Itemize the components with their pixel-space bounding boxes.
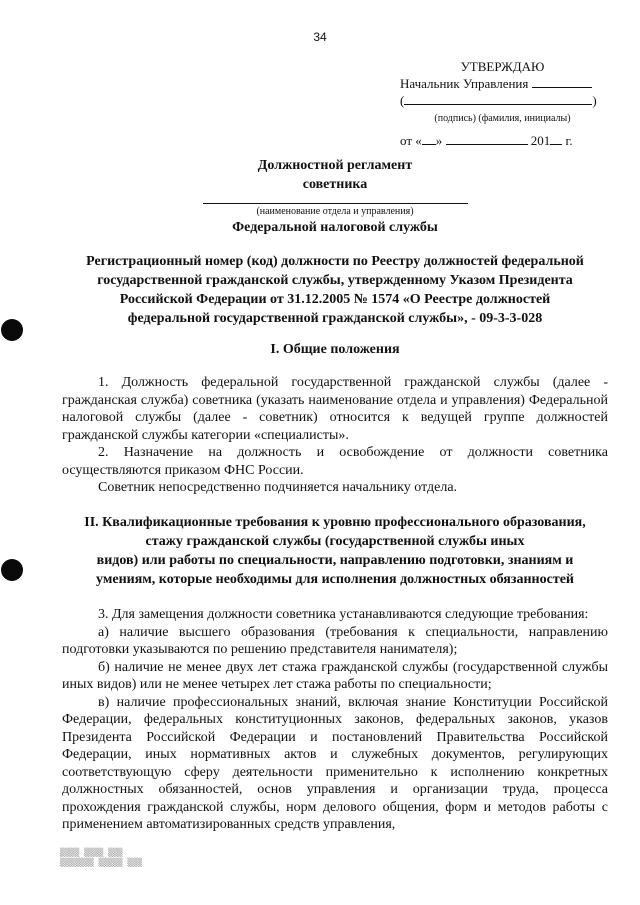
date-prefix: от « — [400, 133, 422, 148]
registration-line-2: государственной гражданской службы, утвержденному Указом Президента — [97, 273, 573, 288]
approval-block — [400, 58, 605, 149]
signature-blank — [404, 93, 592, 105]
registration-line-3: Российской Федерации от 31.12.2005 № 1574 «О Реестре должностей — [119, 292, 551, 307]
signature-hint: (подпись) (фамилия, инициалы) — [434, 113, 571, 124]
head-blank — [532, 76, 592, 88]
paragraph-3: Советник непосредственно подчиняется начальнику отдела. — [98, 480, 458, 495]
faded-stamp-mark: ▒▒▒▒ ▒▒▒▒ ▒▒▒ ▒▒▒▒▒▒▒ ▒▒▒▒▒ ▒▒▒ — [60, 848, 142, 867]
paragraph-requirements: 3. Для замещения должности советника устанавливаются следующие требования: — [98, 607, 589, 622]
section-2-line-4: умениям, которые необходимы для исполнения должностных обязанностей — [96, 572, 574, 587]
service-name: Федеральной налоговой службы — [232, 220, 438, 235]
section-2-body — [62, 606, 608, 834]
department-hint: (наименование отдела и управления) — [256, 206, 414, 217]
document-title — [60, 156, 610, 194]
page-number: 34 — [313, 30, 327, 44]
day-blank — [422, 133, 436, 145]
approval-head: Начальник Управления — [400, 76, 529, 91]
section-1-body — [62, 374, 608, 497]
department-rule — [203, 203, 468, 204]
date-year: 201 — [530, 133, 551, 148]
punch-hole-bottom — [1, 559, 23, 581]
date-quote: » — [435, 133, 443, 148]
paragraph-1: 1. Должность федеральной государственной гражданской службы (далее - гражданская служба) советника (указать наименование отдела и управления) Федеральной налоговой службы (далее - советник) относится к ведущей группе должностей гражданской службы категории «специалисты». — [62, 375, 608, 443]
paragraph-2: 2. Назначение на должность и освобождение от должности советника осуществляются приказом ФНС России. — [62, 445, 608, 478]
registration-line-4: федеральной государственной гражданской службы», - 09-3-3-028 — [127, 311, 543, 326]
year-blank — [550, 133, 562, 145]
approve-label: УТВЕРЖДАЮ — [460, 59, 545, 74]
paragraph-a: а) наличие высшего образования (требования к специальности, направлению подготовки указываются по решению представителя нанимателя); — [62, 624, 608, 657]
title-line-1: Должностной регламент — [257, 158, 413, 173]
title-line-2: советника — [302, 177, 368, 192]
section-2-heading — [60, 513, 610, 589]
registration-line-1: Регистрационный номер (код) должности по Реестру должностей федеральной — [86, 254, 584, 269]
section-2-line-1: II. Квалификационные требования к уровню профессионального образования, — [84, 515, 586, 530]
punch-hole-top — [1, 319, 23, 341]
paragraph-v: в) наличие профессиональных знаний, включая знание Конституции Российской Федерации, федеральных конституционных законов, федеральных законов, указов Президента Российской Федерации и постановлений Правительства Российской Федерации, иных нормативных актов и служебных документов, регулирующих соответствующую сферу деятельности применительно к исполнению конкретных должностных обязанностей, основ управления и организации труда, процесса прохождения гражданской службы, норм делового общения, форм и методов работы с применением автоматизированных средств управления, — [62, 694, 608, 832]
paragraph-b: б) наличие не менее двух лет стажа гражданской службы (государственной службы иных видов) или не менее четырех лет стажа работы по специальности; — [62, 659, 608, 692]
registration-number — [60, 252, 610, 328]
date-suffix: г. — [565, 133, 573, 148]
section-2-line-2: стажу гражданской службы (государственной службы иных — [145, 534, 525, 549]
section-1-heading: I. Общие положения — [270, 342, 400, 357]
signature-line: ( ) — [400, 93, 597, 108]
approval-date-line — [400, 132, 605, 149]
month-blank — [446, 133, 528, 145]
section-2-line-3: видов) или работы по специальности, направлению подготовки, знаниям и — [96, 553, 574, 568]
approval-head-line — [400, 75, 605, 92]
